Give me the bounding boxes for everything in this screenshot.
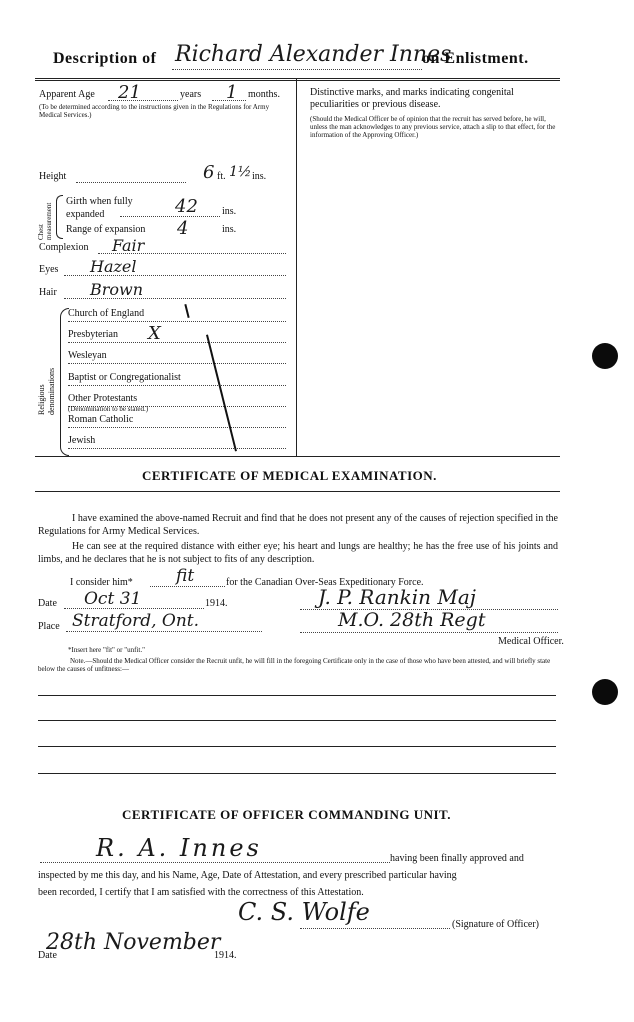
girth-label: Girth when fully expanded [66,196,133,220]
punch-hole-top [592,343,618,369]
medical-note: Note.—Should the Medical Officer consider the Recruit unfit, he will fill in the foregoing Certificate only in the case of those who have been attested, and will briefly state below the causes of unfitness:— [38,657,551,673]
commanding-date-value: 28th November [46,930,221,955]
months-label: months. [248,89,280,100]
height-feet-value: 6 [203,162,215,183]
medical-paragraph-1: I have examined the above-named Recruit and find that he does not present any of the causes of rejection specified in the Regulations for Army Medical Services. [38,513,558,537]
commanding-officer-signature: C. S. Wolfe [238,898,370,926]
denomination-mark: X [148,323,161,345]
consider-suffix: for the Canadian Over-Seas Expeditionary Force. [226,577,424,588]
denomination-note: (Denomination to be stated.) [68,404,149,413]
commanding-date-label: Date [38,950,57,961]
medical-certificate-heading: CERTIFICATE OF MEDICAL EXAMINATION. [142,468,437,483]
medical-officer-label: Medical Officer. [498,636,564,647]
consider-prefix: I consider him* [70,577,133,588]
denomination-line [68,363,286,364]
medical-year: 1914. [205,598,228,609]
range-label: Range of expansion [66,224,146,235]
denomination-line [68,448,286,449]
distinctive-marks-note: (Should the Medical Officer be of opinion that the recruit has served before, he will, unless the man acknowledges to any previous service, attach a slip to that effect, for the information of the Approving Officer.) [310,115,556,139]
denomination-label: Wesleyan [68,350,107,362]
denomination-label: Roman Catholic [68,414,134,425]
title-prefix: Description of [53,50,157,67]
medical-officer-signature-2: M.O. 28th Regt [338,609,486,631]
chest-measurement-label: Chest measurement [37,202,53,240]
document-title [50,42,570,72]
girth-value: 42 [175,196,198,217]
denomination-line [68,427,286,428]
denomination-slash [206,335,237,452]
commanding-certificate-heading: CERTIFICATE OF OFFICER COMMANDING UNIT. [122,807,451,822]
signature-of-officer-label: (Signature of Officer) [452,919,540,930]
denomination-line [68,385,286,386]
age-months-value: 1 [226,82,238,103]
denomination-label: Church of England [68,308,145,319]
complexion-label: Complexion [39,242,89,253]
age-instructions-note: (To be determined according to the instructions given in the Regulations for Army Medical Services.) [39,103,270,119]
girth-ins-label: ins. [222,206,237,217]
age-years-value: 21 [118,82,141,103]
hair-value: Brown [90,280,144,299]
religious-denominations-label: Religious denominations [37,367,56,415]
range-ins-label: ins. [222,224,237,235]
unfitness-line-2 [38,720,556,721]
unfitness-line-4 [38,773,556,774]
years-label: years [180,89,202,100]
commanding-recruit-name: R. A. Innes [96,834,262,862]
table-top-rule [35,78,560,79]
commanding-line-1: having been finally approved and [390,853,524,864]
punch-hole-bottom [592,679,618,705]
denomination-label: Presbyterian [68,329,118,341]
unfitness-line-3 [38,746,556,747]
ins-label: ins. [252,171,267,182]
medical-date-label: Date [38,598,57,609]
complexion-value: Fair [112,236,145,255]
medical-officer-signature-1: J. P. Rankin Maj [318,585,476,609]
ft-label: ft. [217,171,226,182]
denomination-line [68,321,286,322]
distinctive-marks-heading: Distinctive marks, and marks indicating congenital peculiarities or previous disease. [310,87,514,110]
medical-paragraph-2: He can see at the required distance with either eye; his heart and lungs are healthy; he has the free use of his joints and limbs, and he declares that he is not subject to fits of any description. [38,541,558,565]
height-label: Height [39,171,67,182]
column-divider [296,78,297,456]
denomination-label: Other Protestants [68,392,138,404]
commanding-line-2: inspected by me this day, and his Name, Age, Date of Attestation, and every prescribed particular having [38,870,457,881]
unfitness-line-1 [38,695,556,696]
fitness-value: fit [176,566,195,586]
commanding-year: 1914. [214,950,237,961]
medical-date-value: Oct 31 [84,589,142,609]
eyes-label: Eyes [39,264,59,275]
denomination-label: Baptist or Congregationalist [68,371,181,383]
apparent-age-label: Apparent Age [39,89,95,100]
place-value: Stratford, Ont. [72,611,200,631]
commanding-line-3: been recorded, I certify that I am satisfied with the correctness of this Attestation. [38,887,364,898]
denomination-line [68,342,286,343]
recruit-name-handwritten: Richard Alexander Innes [175,42,452,67]
title-suffix: on Enlistment. [422,50,529,67]
denomination-label: Jewish [68,435,96,447]
range-value: 4 [177,218,189,239]
insert-fit-note: *Insert here "fit" or "unfit." [68,646,145,654]
eyes-value: Hazel [90,257,137,276]
hair-label: Hair [39,287,57,298]
height-inches-value: 1½ [229,164,252,180]
place-label: Place [38,621,60,632]
